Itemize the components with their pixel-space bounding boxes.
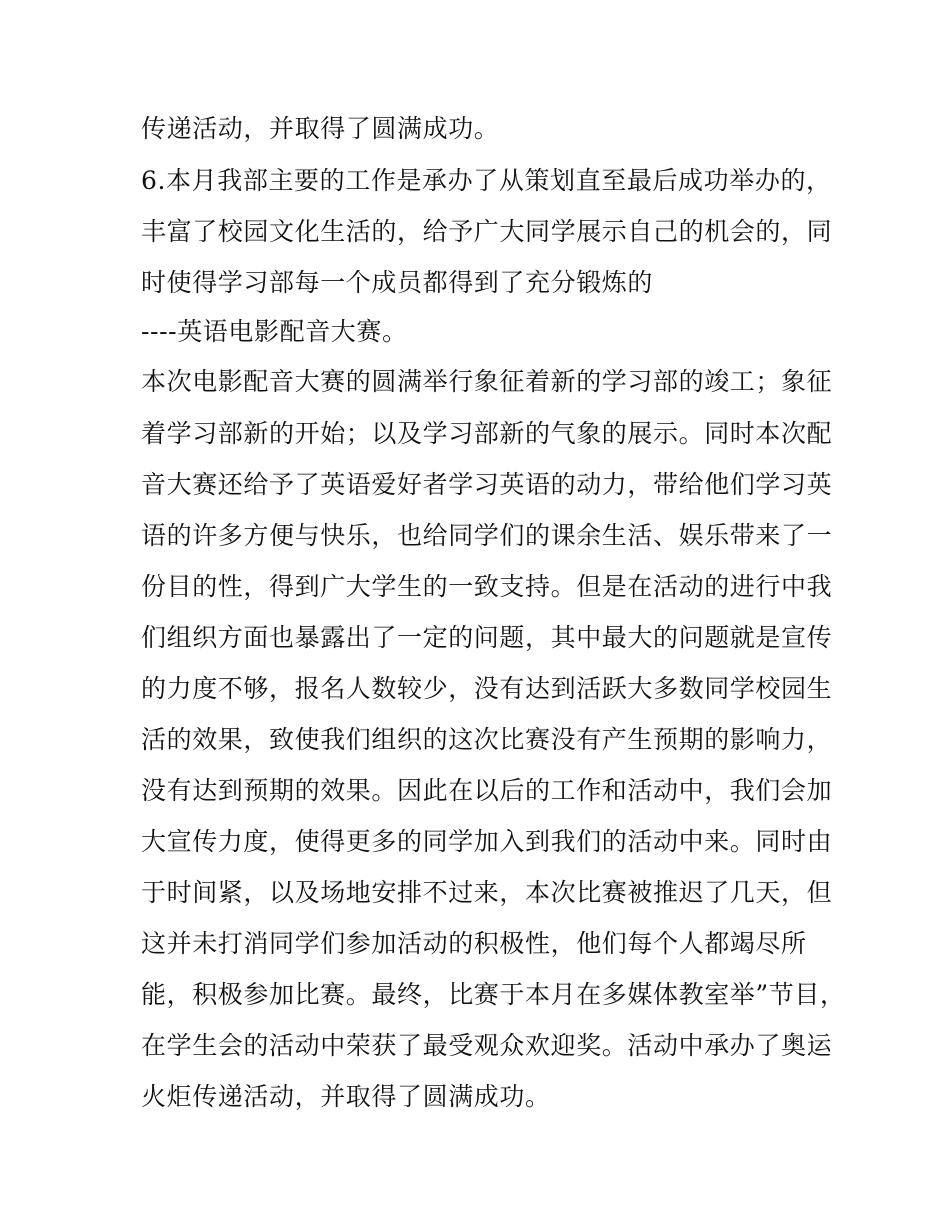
text-line: 音大赛还给予了英语爱好者学习英语的动力，带给他们学习英 [141,470,833,499]
text-line: 的力度不够，报名人数较少，没有达到活跃大多数同学校园生 [141,674,833,703]
text-line: 丰富了校园文化生活的，给予广大同学展示自己的机会的，同 [141,217,833,246]
text-line: 能，积极参加比赛。最终，比赛于本月在多媒体教室举”节目， [141,980,846,1009]
text-line: 在学生会的活动中荣获了最受观众欢迎奖。活动中承办了奥运 [141,1031,833,1060]
text-line: 活的效果，致使我们组织的这次比赛没有产生预期的影响力， [141,725,833,754]
text-line: 传递活动，并取得了圆满成功。 [141,114,500,143]
text-line: 于时间紧，以及场地安排不过来，本次比赛被推迟了几天，但 [141,878,833,907]
text-line: 这并未打消同学们参加活动的积极性，他们每个人都竭尽所 [141,929,807,958]
text-line: 6.本月我部主要的工作是承办了从策划直至最后成功举办的， [141,166,832,195]
text-line: 大宣传力度，使得更多的同学加入到我们的活动中来。同时由 [141,827,833,856]
text-line: 份目的性，得到广大学生的一致支持。但是在活动的进行中我 [141,572,833,601]
text-line: 们组织方面也暴露出了一定的问题，其中最大的问题就是宣传 [141,623,833,652]
text-line: 火炬传递活动，并取得了圆满成功。 [141,1082,551,1111]
text-line: 没有达到预期的效果。因此在以后的工作和活动中，我们会加 [141,776,833,805]
text-line: 语的许多方便与快乐，也给同学们的课余生活、娱乐带来了一 [141,521,833,550]
text-line: 本次电影配音大赛的圆满举行象征着新的学习部的竣工；象征 [141,367,833,396]
text-line: 时使得学习部每一个成员都得到了充分锻炼的 [141,268,654,297]
text-line: ----英语电影配音大赛。 [141,317,408,346]
text-line: 着学习部新的开始；以及学习部新的气象的展示。同时本次配 [141,419,833,448]
